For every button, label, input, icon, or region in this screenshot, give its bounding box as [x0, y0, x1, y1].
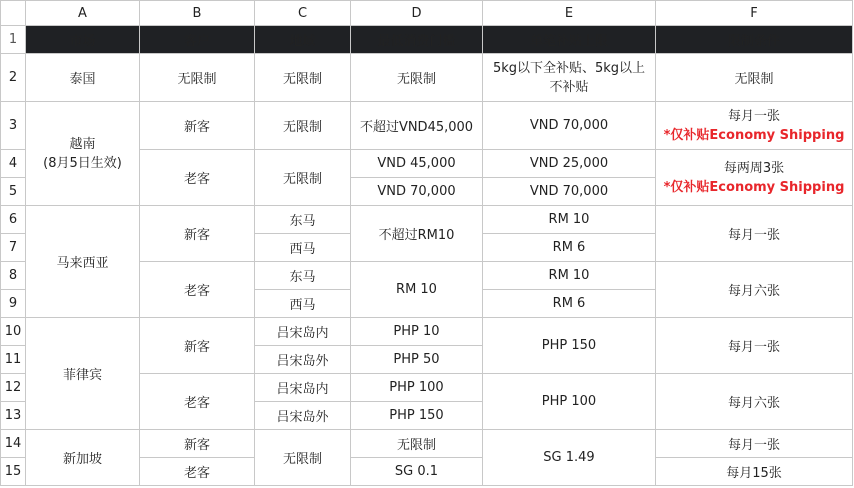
row-number-4[interactable]: 4: [1, 150, 26, 178]
table-row: [1, 430, 853, 458]
column-header-row: [1, 1, 853, 26]
cell-region[interactable]: 西马: [255, 234, 351, 262]
limit-note: *仅补贴Economy Shipping: [663, 179, 845, 195]
cell-region[interactable]: 东马: [255, 206, 351, 234]
row-number-9[interactable]: 9: [1, 290, 26, 318]
table-row: [1, 102, 853, 150]
cell-customer[interactable]: 新客: [140, 318, 255, 374]
header-market[interactable]: 市场: [26, 26, 140, 54]
column-header-b[interactable]: B: [140, 1, 255, 26]
cell-cap[interactable]: VND 70,000: [483, 102, 656, 150]
cell-limit[interactable]: 无限制: [656, 54, 853, 102]
row-number-1[interactable]: 1: [1, 26, 26, 54]
cell-min-spend[interactable]: 无限制: [351, 54, 483, 102]
cell-cap[interactable]: [483, 54, 656, 102]
column-header-a[interactable]: A: [26, 1, 140, 26]
cell-customer[interactable]: 老客: [140, 374, 255, 430]
table-row: [1, 54, 853, 102]
cell-cap[interactable]: RM 6: [483, 234, 656, 262]
cell-region[interactable]: 吕宋岛内: [255, 318, 351, 346]
cell-market-malaysia[interactable]: 马来西亚: [26, 206, 140, 318]
cell-region[interactable]: 西马: [255, 290, 351, 318]
cell-customer[interactable]: 无限制: [140, 54, 255, 102]
cell-cap[interactable]: PHP 100: [483, 374, 656, 430]
limit-text: 每月一张: [727, 108, 780, 124]
header-region[interactable]: 地域: [255, 26, 351, 54]
row-number-12[interactable]: 12: [1, 374, 26, 402]
cap-text-line1: 5kg以下全补贴、5kg以上: [492, 60, 646, 76]
cell-min-spend[interactable]: PHP 10: [351, 318, 483, 346]
cell-min-spend[interactable]: 无限制: [351, 430, 483, 458]
row-number-7[interactable]: 7: [1, 234, 26, 262]
table-row: [1, 206, 853, 234]
row-number-3[interactable]: 3: [1, 102, 26, 150]
cell-limit[interactable]: 每月一张: [656, 206, 853, 262]
column-header-c[interactable]: C: [255, 1, 351, 26]
cell-min-spend[interactable]: VND 70,000: [351, 178, 483, 206]
header-cap[interactable]: 单笔补贴上限: [483, 26, 656, 54]
cell-cap[interactable]: SG 1.49: [483, 430, 656, 486]
cell-region[interactable]: 无限制: [255, 102, 351, 150]
cell-market-philippines[interactable]: 菲律宾: [26, 318, 140, 430]
cell-region[interactable]: 吕宋岛外: [255, 402, 351, 430]
cell-market-thailand[interactable]: 泰国: [26, 54, 140, 102]
cell-limit[interactable]: 每月六张: [656, 374, 853, 430]
cell-region[interactable]: 无限制: [255, 430, 351, 486]
cell-min-spend[interactable]: PHP 150: [351, 402, 483, 430]
column-header-f[interactable]: F: [656, 1, 853, 26]
row-number-15[interactable]: 15: [1, 458, 26, 486]
row-number-6[interactable]: 6: [1, 206, 26, 234]
cell-cap[interactable]: RM 6: [483, 290, 656, 318]
cell-min-spend[interactable]: VND 45,000: [351, 150, 483, 178]
cell-limit[interactable]: [656, 150, 853, 206]
cell-customer[interactable]: 老客: [140, 458, 255, 486]
cell-market-singapore[interactable]: 新加坡: [26, 430, 140, 486]
cell-customer[interactable]: 老客: [140, 150, 255, 206]
column-header-d[interactable]: D: [351, 1, 483, 26]
cell-min-spend[interactable]: 不超过VND45,000: [351, 102, 483, 150]
table-header-row: [1, 26, 853, 54]
row-number-2[interactable]: 2: [1, 54, 26, 102]
header-min-spend[interactable]: 最低消费门槛: [351, 26, 483, 54]
cell-region[interactable]: 吕宋岛内: [255, 374, 351, 402]
header-customer[interactable]: 客户: [140, 26, 255, 54]
cell-region[interactable]: 无限制: [255, 150, 351, 206]
cell-customer[interactable]: 新客: [140, 102, 255, 150]
row-number-13[interactable]: 13: [1, 402, 26, 430]
cell-cap[interactable]: PHP 150: [483, 318, 656, 374]
cell-min-spend[interactable]: PHP 100: [351, 374, 483, 402]
row-number-8[interactable]: 8: [1, 262, 26, 290]
cell-min-spend[interactable]: PHP 50: [351, 346, 483, 374]
cell-limit[interactable]: 每月一张: [656, 318, 853, 374]
cell-limit[interactable]: 每月六张: [656, 262, 853, 318]
market-name: 越南: [69, 136, 96, 152]
column-header-e[interactable]: E: [483, 1, 656, 26]
cell-min-spend[interactable]: RM 10: [351, 262, 483, 318]
row-number-10[interactable]: 10: [1, 318, 26, 346]
row-number-11[interactable]: 11: [1, 346, 26, 374]
limit-text: 每两周3张: [723, 160, 785, 176]
cell-min-spend[interactable]: 不超过RM10: [351, 206, 483, 262]
table-row: [1, 318, 853, 346]
cell-cap[interactable]: RM 10: [483, 206, 656, 234]
select-all-corner[interactable]: [1, 1, 26, 26]
cell-limit[interactable]: [656, 102, 853, 150]
header-limit[interactable]: 限制条件: [656, 26, 853, 54]
limit-note: *仅补贴Economy Shipping: [663, 127, 845, 143]
cell-cap[interactable]: VND 70,000: [483, 178, 656, 206]
cell-region[interactable]: 东马: [255, 262, 351, 290]
cell-market-vietnam[interactable]: [26, 102, 140, 206]
cell-limit[interactable]: 每月15张: [656, 458, 853, 486]
cell-cap[interactable]: RM 10: [483, 262, 656, 290]
row-number-5[interactable]: 5: [1, 178, 26, 206]
cap-text-line2: 不补贴: [549, 79, 589, 95]
cell-region[interactable]: 无限制: [255, 54, 351, 102]
cell-region[interactable]: 吕宋岛外: [255, 346, 351, 374]
cell-limit[interactable]: 每月一张: [656, 430, 853, 458]
cell-customer[interactable]: 新客: [140, 206, 255, 262]
market-effective-date: (8月5日生效): [43, 155, 122, 171]
cell-customer[interactable]: 老客: [140, 262, 255, 318]
cell-customer[interactable]: 新客: [140, 430, 255, 458]
cell-min-spend[interactable]: SG 0.1: [351, 458, 483, 486]
cell-cap[interactable]: VND 25,000: [483, 150, 656, 178]
row-number-14[interactable]: 14: [1, 430, 26, 458]
